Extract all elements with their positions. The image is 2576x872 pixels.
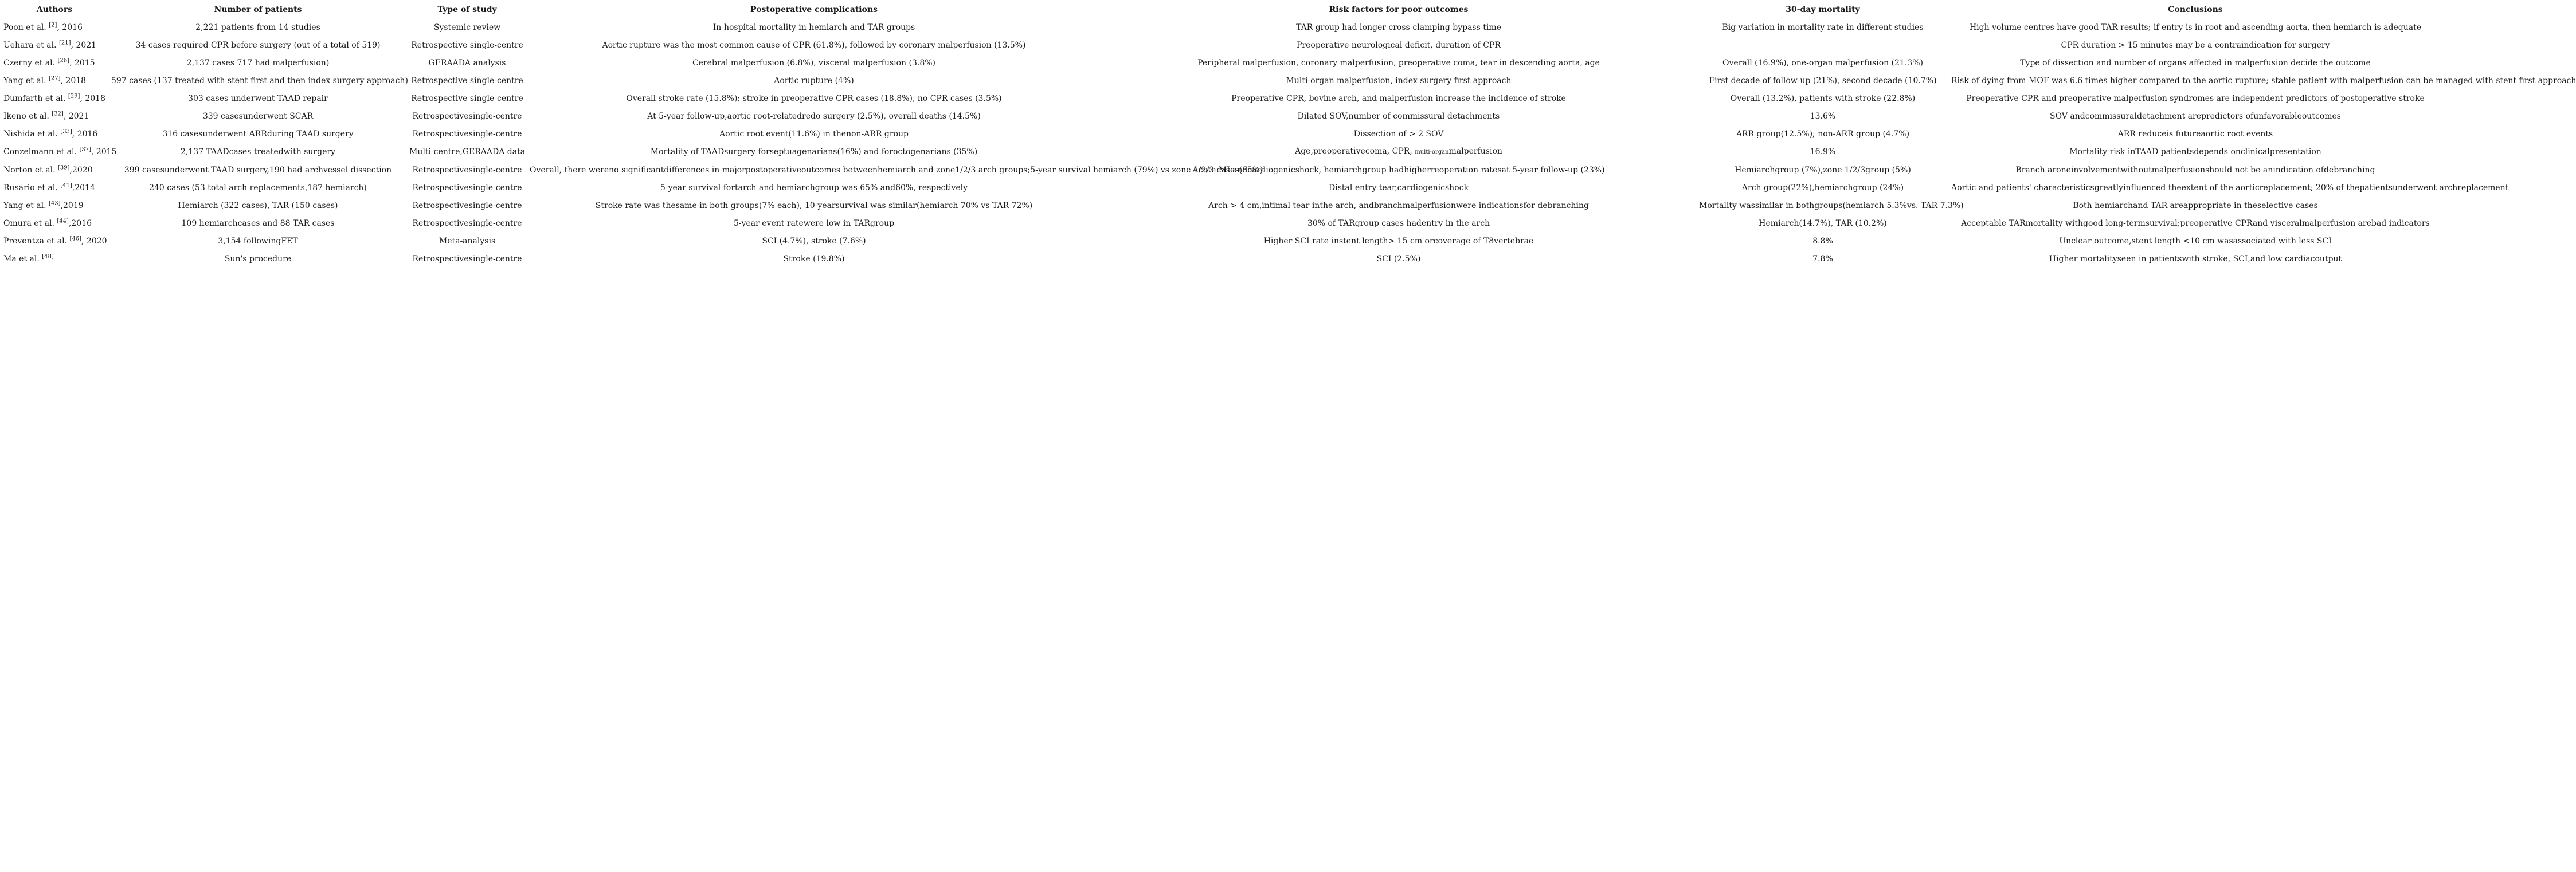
cell-complications: Stroke (19.8%) [783, 254, 845, 264]
author-name: Uehara et al. [3, 40, 57, 50]
cell-patients: Hemiarch (322 cases), TAR (150 cases) [178, 201, 338, 210]
cell-study-type: Retrospectivesingle-centre [412, 218, 522, 228]
author-year: , 2016 [57, 22, 83, 32]
cell-author [0, 143, 117, 161]
cell-study-type: Retrospective single-centre [411, 40, 523, 50]
cell-complications: Overall, there wereno significantdifferences in majorpostoperativeoutcomes betweenhemiarch and zone1/2/3 arch groups;5-year survival hemiarch (79%) vs zone 1/2/3 cases(85%) [530, 165, 1263, 175]
table-row [0, 179, 2442, 197]
author-name: Conzelmann et al. [3, 147, 77, 156]
author-year: ,2019 [60, 201, 84, 210]
cell-risk-factors: Dilated SOV,number of commissural detachments [1297, 111, 1500, 121]
cell-conclusions: Risk of dying from MOF was 6.6 times higher compared to the aortic rupture; stable patient with malperfusion can be managed with stent first approach [1951, 76, 2576, 85]
cell-study-type: Multi-centre,GERAADA data [409, 147, 526, 156]
cell-complications: At 5-year follow-up,aortic root-relatedredo surgery (2.5%), overall deaths (14.5%) [647, 111, 981, 121]
cell-author [0, 18, 109, 36]
cell-conclusions: CPR duration > 15 minutes may be a contraindication for surgery [2061, 40, 2330, 50]
cell-conclusions: Unclear outcome,stent length <10 cm wasassociated with less SCI [2059, 236, 2332, 246]
studies-table [0, 3, 2576, 268]
cell-conclusions: SOV andcommissuraldetachment arepredictors ofunfavorableoutcomes [2050, 111, 2341, 121]
cell-author [0, 89, 109, 107]
author-year: , 2016 [72, 129, 98, 139]
author-name: Norton et al. [3, 165, 56, 175]
cell-risk-factors: Multi-organ malperfusion, index surgery first approach [1286, 76, 1512, 85]
cell-patients: 303 cases underwent TAAD repair [188, 93, 328, 103]
cell-complications: 5-year survival fortarch and hemiarchgroup was 65% and60%, respectively [660, 183, 968, 193]
ref-number: [48] [42, 253, 54, 260]
cell-mortality: Overall (13.2%), patients with stroke (22.8%) [1730, 93, 1916, 103]
cell-mortality: 8.8% [1812, 236, 1833, 246]
cell-study-type: Retrospectivesingle-centre [412, 183, 522, 193]
ref-number: [37] [79, 146, 92, 153]
cell-patients: 2,137 TAADcases treatedwith surgery [181, 147, 335, 156]
risk-text: Age,preoperativecoma, CPR, [1295, 147, 1412, 156]
cell-complications: Cerebral malperfusion (6.8%), visceral malperfusion (3.8%) [692, 58, 936, 68]
cell-conclusions: Aortic and patients' characteristicsgreatlyinfluenced theextent of the aorticreplacement; 20% of thepatientsunderwent archreplacement [1951, 183, 2509, 193]
cell-risk-factors: Peripheral malperfusion, coronary malperfusion, preoperative coma, tear in descending aorta, age [1197, 58, 1600, 68]
ref-number: [33] [60, 128, 72, 135]
author-year: ,2020 [69, 165, 93, 175]
author-year: ,2016 [68, 218, 92, 228]
author-year: , 2015 [69, 58, 95, 68]
header-row [0, 3, 2442, 18]
cell-author [0, 72, 109, 89]
cell-conclusions: Both hemiarchand TAR areappropriate in theselective cases [2073, 201, 2318, 210]
cell-patients: 34 cases required CPR before surgery (out of a total of 519) [135, 40, 381, 50]
cell-conclusions: High volume centres have good TAR results; if entry is in root and ascending aorta, then hemiarch is adequate [1969, 22, 2422, 32]
cell-patients: 3,154 followingFET [218, 236, 298, 246]
cell-risk-factors: Arch > 4 cm,intimal tear inthe arch, andbranchmalperfusionwere indicationsfor debranching [1208, 201, 1589, 210]
cell-study-type: Retrospective single-centre [411, 93, 523, 103]
cell-mortality: Hemiarch(14.7%), TAR (10.2%) [1759, 218, 1887, 228]
cell-complications: Overall stroke rate (15.8%); stroke in preoperative CPR cases (18.8%), no CPR cases (3.5%) [626, 93, 1002, 103]
ref-number: [26] [57, 57, 70, 64]
cell-risk-factors: Acute MI andcardiogenicshock, hemiarchgroup hadhigherreoperation ratesat 5-year follow-up (23%) [1192, 165, 1605, 175]
cell-conclusions: Higher mortalityseen in patientswith stroke, SCI,and low cardiacoutput [2049, 254, 2342, 264]
cell-author [0, 107, 109, 125]
table-row [0, 54, 2442, 72]
cell-mortality: 7.8% [1812, 254, 1833, 264]
header-study-type: Type of study [437, 5, 497, 14]
header-patients: Number of patients [214, 5, 302, 14]
cell-risk-factors: Preoperative neurological deficit, duration of CPR [1297, 40, 1501, 50]
cell-author [0, 232, 109, 250]
author-name: Czerny et al. [3, 58, 56, 68]
header-risk-factors: Risk factors for poor outcomes [1329, 5, 1469, 14]
table-row [0, 214, 2442, 232]
ref-number: [41] [60, 182, 72, 188]
cell-author [0, 179, 109, 197]
cell-risk-factors: Dissection of > 2 SOV [1353, 129, 1444, 139]
header-mortality: 30-day mortality [1786, 5, 1860, 14]
ref-number: [43] [49, 199, 61, 206]
cell-complications: 5-year event ratewere low in TARgroup [733, 218, 895, 228]
table-row [0, 161, 2442, 179]
author-name: Poon et al. [3, 22, 46, 32]
cell-risk-factors: Distal entry tear,cardiogenicshock [1329, 183, 1469, 193]
table-row [0, 197, 2442, 214]
cell-patients: 2,221 patients from 14 studies [195, 22, 320, 32]
risk-small-text: multi-organ [1415, 149, 1449, 155]
header-complications: Postoperative complications [750, 5, 878, 14]
table-row [0, 232, 2442, 250]
author-year: , 2021 [71, 40, 97, 50]
cell-author [0, 214, 109, 232]
cell-complications: Aortic rupture was the most common cause of CPR (61.8%), followed by coronary malperfusion (13.5%) [602, 40, 1026, 50]
cell-conclusions: Mortality risk inTAAD patientsdepends onclinicalpresentation [2069, 147, 2321, 156]
author-year: ,2014 [72, 183, 95, 193]
table-container [0, 3, 2576, 268]
ref-number: [29] [68, 92, 80, 99]
author-name: Rusario et al. [3, 183, 58, 193]
table-row [0, 143, 2442, 161]
cell-study-type: Retrospectivesingle-centre [412, 111, 522, 121]
cell-author [0, 197, 109, 214]
cell-mortality: 13.6% [1810, 111, 1836, 121]
cell-mortality: ARR group(12.5%); non-ARR group (4.7%) [1736, 129, 1910, 139]
author-year: , 2020 [81, 236, 107, 246]
cell-study-type: Meta-analysis [439, 236, 496, 246]
cell-patients: 2,137 cases 717 had malperfusion) [186, 58, 330, 68]
ref-number: [44] [57, 217, 69, 224]
table-row [0, 72, 2442, 89]
cell-complications: In-hospital mortality in hemiarch and TAR groups [712, 22, 915, 32]
cell-author [0, 125, 109, 143]
cell-mortality: 16.9% [1810, 147, 1836, 156]
author-year: , 2015 [91, 147, 117, 156]
cell-study-type: GERAADA analysis [428, 58, 506, 68]
header-authors: Authors [36, 5, 73, 14]
cell-study-type: Retrospectivesingle-centre [412, 165, 522, 175]
cell-risk-factors: Higher SCI rate instent length> 15 cm orcoverage of T8vertebrae [1263, 236, 1534, 246]
cell-risk-factors: 30% of TARgroup cases hadentry in the arch [1307, 218, 1490, 228]
risk-tail-text: malperfusion [1448, 147, 1502, 156]
cell-author [0, 161, 109, 179]
author-name: Dumfarth et al. [3, 93, 66, 103]
table-row [0, 89, 2442, 107]
author-year: , 2018 [80, 93, 105, 103]
cell-author [0, 36, 109, 54]
cell-complications: Stroke rate was thesame in both groups(7% each), 10-yearsurvival was similar(hemiarch 70% vs TAR 72%) [595, 201, 1033, 210]
cell-study-type: Retrospective single-centre [411, 76, 523, 85]
cell-mortality [1697, 36, 1949, 54]
cell-study-type: Retrospectivesingle-centre [412, 201, 522, 210]
cell-patients: 597 cases (137 treated with stent first and then index surgery approach) [111, 76, 408, 85]
table-row [0, 36, 2442, 54]
ref-number: [39] [57, 164, 70, 171]
cell-conclusions: ARR reduceis futureaortic root events [2117, 129, 2273, 139]
author-name: Yang et al. [3, 76, 46, 85]
cell-risk-factors: TAR group had longer cross-clamping bypass time [1296, 22, 1501, 32]
author-name: Preventza et al. [3, 236, 68, 246]
ref-number: [46] [69, 235, 82, 242]
cell-risk-factors: Preoperative CPR, bovine arch, and malperfusion increase the incidence of stroke [1231, 93, 1566, 103]
cell-patients: Sun's procedure [224, 254, 292, 264]
cell-study-type: Retrospectivesingle-centre [412, 129, 522, 139]
cell-conclusions: Preoperative CPR and preoperative malperfusion syndromes are independent predictors of postoperative stroke [1966, 93, 2425, 103]
ref-number: [27] [49, 74, 61, 81]
author-name: Nishida et al. [3, 129, 58, 139]
cell-study-type: Systemic review [433, 22, 501, 32]
table-row [0, 125, 2442, 143]
table-row [0, 107, 2442, 125]
cell-complications: Aortic rupture (4%) [774, 76, 854, 85]
cell-mortality: Arch group(22%),hemiarchgroup (24%) [1741, 183, 1904, 193]
cell-conclusions: Type of dissection and number of organs affected in malperfusion decide the outcome [2020, 58, 2371, 68]
author-name: Yang et al. [3, 201, 46, 210]
cell-complications: SCI (4.7%), stroke (7.6%) [762, 236, 866, 246]
cell-mortality: First decade of follow-up (21%), second decade (10.7%) [1709, 76, 1937, 85]
cell-patients: 240 cases (53 total arch replacements,187 hemiarch) [149, 183, 367, 193]
cell-risk-factors: SCI (2.5%) [1376, 254, 1421, 264]
cell-patients: 339 casesunderwent SCAR [202, 111, 314, 121]
author-name: Omura et al. [3, 218, 54, 228]
cell-risk-factors [1101, 143, 1697, 161]
ref-number: [32] [52, 110, 64, 117]
cell-author [0, 250, 109, 268]
cell-complications: Mortality of TAADsurgery forseptuagenarians(16%) and foroctogenarians (35%) [650, 147, 978, 156]
author-year: , 2018 [60, 76, 87, 85]
cell-author [0, 54, 109, 72]
cell-patients: 109 hemiarchcases and 88 TAR cases [181, 218, 335, 228]
cell-patients: 316 casesunderwent ARRduring TAAD surgery [162, 129, 354, 139]
author-name: Ikeno et al. [3, 111, 49, 121]
header-conclusions: Conclusions [2168, 5, 2223, 14]
author-year: , 2021 [63, 111, 89, 121]
cell-patients: 399 casesunderwent TAAD surgery,190 had archvessel dissection [124, 165, 392, 175]
cell-complications: Aortic root event(11.6%) in thenon-ARR group [719, 129, 909, 139]
ref-number: [21] [59, 39, 71, 46]
author-name: Ma et al. [3, 254, 40, 264]
cell-conclusions: Acceptable TARmortality withgood long-termsurvival;preoperative CPRand visceralmalperfusion arebad indicators [1961, 218, 2430, 228]
table-row [0, 250, 2442, 268]
ref-number: [2] [49, 21, 57, 28]
table-row [0, 18, 2442, 36]
cell-mortality: Overall (16.9%), one-organ malperfusion (21.3%) [1722, 58, 1923, 68]
cell-mortality: Hemiarchgroup (7%),zone 1/2/3group (5%) [1735, 165, 1911, 175]
cell-study-type: Retrospectivesingle-centre [412, 254, 522, 264]
cell-mortality: Mortality wassimilar in bothgroups(hemiarch 5.3%vs. TAR 7.3%) [1699, 201, 1964, 210]
cell-mortality: Big variation in mortality rate in different studies [1722, 22, 1924, 32]
cell-conclusions: Branch aroneinvolvementwithoutmalperfusionshould not be anindication ofdebranching [2015, 165, 2375, 175]
